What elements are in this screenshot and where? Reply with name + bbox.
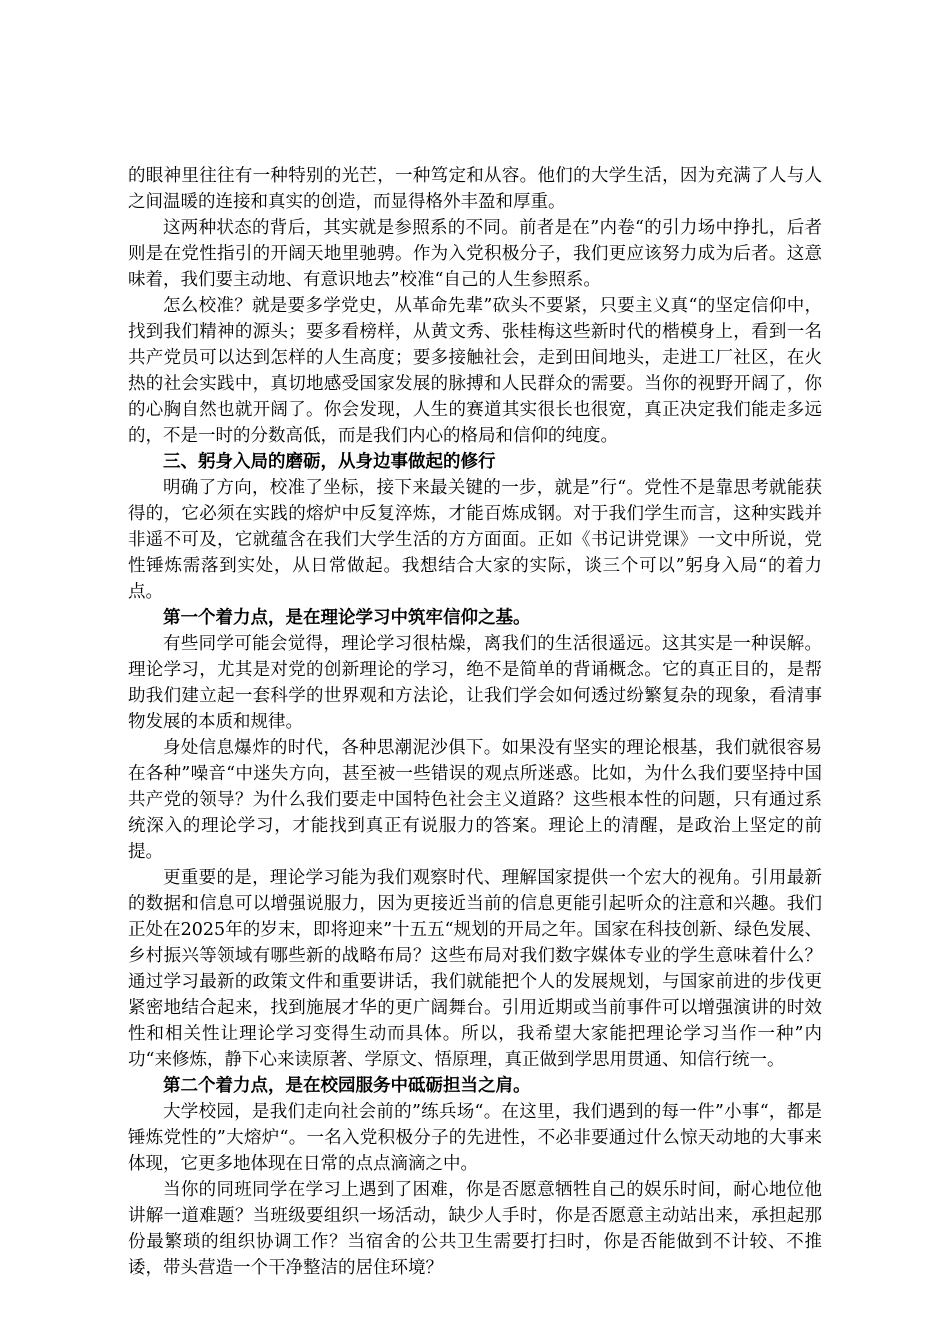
paragraph-theory-misunderstanding: 有些同学可能会觉得，理论学习很枯燥，离我们的生活很遥远。这其实是一种误解。理论学习，尤其是对党的创新理论的学习，绝不是简单的背诵概念。它的真正目的，是帮助我们建立起一套科学的世界观和方法论，让我们学会如何透过纷繁复杂的现象，看清事物发展的本质和规律。 (128, 634, 822, 732)
paragraph-reference-frame: 这两种状态的背后，其实就是参照系的不同。前者是在”内卷“的引力场中挣扎，后者则是在党性指引的开阔天地里驰骋。作为入党积极分子，我们更应该努力成为后者。这意味着，我们要主动地、有意识地去”校准“自己的人生参照系。 (128, 218, 822, 290)
subheading-first-focus: 第一个着力点，是在理论学习中筑牢信仰之基。 (163, 608, 531, 628)
document-page (128, 163, 822, 1281)
paragraph-practice: 明确了方向，校准了坐标，接下来最关键的一步，就是”行“。党性不是靠思考就能获得的，它必须在实践的熔炉中反复淬炼，才能百炼成钢。对于我们学生而言，这种实践并非遥不可及，它就蕴含在我们大学生活的方方面面。正如《书记讲党课》一文中所说，党性锤炼需落到实处，从日常做起。我想结合大家的实际，谈三个可以”躬身入局“的着力点。 (128, 478, 822, 602)
subheading-second-focus: 第二个着力点，是在校园服务中砥砺担当之肩。 (163, 1076, 531, 1096)
paragraph-theory-perspective: 更重要的是，理论学习能为我们观察时代、理解国家提供一个宏大的视角。引用最新的数据和信息可以增强说服力，因为更接近当前的信息更能引起听众的注意和兴趣。我们正处在2025年的岁末，即将迎来”十五五“规划的开局之年。国家在科技创新、绿色发展、乡村振兴等领域有哪些新的战略布局？这些布局对我们数字媒体专业的学生意味着什么？通过学习最新的政策文件和重要讲话，我们就能把个人的发展规划，与国家前进的步伐更紧密地结合起来，找到施展才华的更广阔舞台。引用近期或当前事件可以增强演讲的时效性和相关性让理论学习变得生动而具体。所以，我希望大家能把理论学习当作一种”内功“来修炼，静下心来读原著、学原文、悟原理，真正做到学思用贯通、知信行统一。 (128, 868, 822, 1070)
paragraph-campus-questions: 当你的同班同学在学习上遇到了困难，你是否愿意牺牲自己的娱乐时间，耐心地位他讲解一道难题？当班级要组织一场活动，缺少人手时，你是否愿意主动站出来，承担起那份最繁琐的组织协调工作？当宿舍的公共卫生需要打扫时，你是否能做到不计较、不推诿，带头营造一个干净整洁的居住环境？ (128, 1180, 822, 1278)
paragraph-how-to-calibrate: 怎么校准？就是要多学党史，从革命先辈”砍头不要紧，只要主义真“的坚定信仰中，找到我们精神的源头；要多看榜样，从黄文秀、张桂梅这些新时代的楷模身上，看到一名共产党员可以达到怎样的人生高度；要多接触社会，走到田间地头，走进工厂社区，在火热的社会实践中，真切地感受国家发展的脉搏和人民群众的需要。当你的视野开阔了，你的心胸自然也就开阔了。你会发现，人生的赛道其实很长也很宽，真正决定我们能走多远的，不是一时的分数高低，而是我们内心的格局和信仰的纯度。 (128, 296, 822, 446)
paragraph-campus-training: 大学校园，是我们走向社会前的”练兵场“。在这里，我们遇到的每一件”小事“，都是锤炼党性的”大熔炉“。一名入党积极分子的先进性，不必非要通过什么惊天动地的大事来体现，它更多地体现在日常的点点滴滴之中。 (128, 1102, 822, 1174)
section-heading-three: 三、躬身入局的磨砺，从身边事做起的修行 (163, 452, 496, 472)
paragraph-continued: 的眼神里往往有一种特别的光芒，一种笃定和从容。他们的大学生活，因为充满了人与人之间温暖的连接和真实的创造，而显得格外丰盈和厚重。 (128, 166, 822, 212)
paragraph-information-age: 身处信息爆炸的时代，各种思潮泥沙俱下。如果没有坚实的理论根基，我们就很容易在各种”噪音“中迷失方向，甚至被一些错误的观点所迷惑。比如，为什么我们要坚持中国共产党的领导？为什么我们要走中国特色社会主义道路？这些根本性的问题，只有通过系统深入的理论学习，才能找到真正有说服力的答案。理论上的清醒，是政治上坚定的前提。 (128, 738, 822, 862)
